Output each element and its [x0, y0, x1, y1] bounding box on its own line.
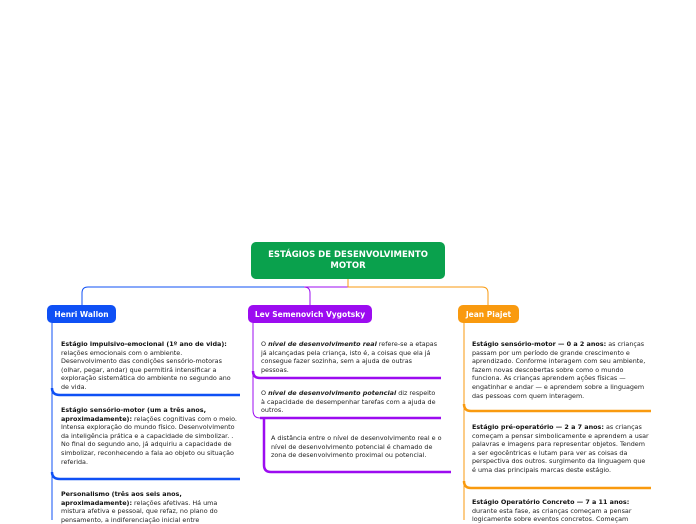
leaf-text: durante esta fase, as crianças começam a pensar logicamente sobre eventos concretos. Começam: [472, 506, 632, 524]
leaf-text: diz respeito à capacidade de desempenhar tarefas com a ajuda de outros.: [261, 389, 436, 415]
leaf-heading: Estágio sensório-motor (um a três anos, aproximadamente):: [61, 406, 206, 423]
leaf-text: relações afetivas. Há uma mistura afetiva e pessoal, que refaz, no plano do pensamento, a indiferenciação inicial entre: [61, 498, 218, 524]
leaf-heading: Personalismo (três aos seis anos, aproximadamente):: [61, 490, 182, 507]
branch-jean-piaget[interactable]: [458, 305, 519, 323]
wallon-leaf-3[interactable]: [61, 490, 237, 524]
piaget-underline-2: [464, 481, 651, 488]
wallon-leaf-1[interactable]: [61, 340, 237, 392]
leaf-heading: Estágio sensório-motor — 0 a 2 anos:: [472, 340, 607, 348]
root-topic[interactable]: [251, 242, 445, 279]
leaf-emphasis: nível de desenvolvimento potencial: [268, 389, 397, 397]
wallon-underline-2: [52, 472, 240, 479]
wallon-leaf-2[interactable]: [61, 406, 237, 466]
link-root-wallon: [82, 279, 348, 305]
leaf-heading: Estágio Operatório Concreto — 7 a 11 anos:: [472, 498, 630, 506]
piaget-leaf-2[interactable]: [472, 423, 649, 475]
leaf-text: as crianças começam a pensar simbolicamente e aprendem a usar palavras e imagens para representar objetos. Tendem a ser egocêntricas e lutam para ver as coisas da perspectiva dos outros. surgimento da linguagem que é uma das principais marcas deste estágio.: [472, 423, 649, 474]
leaf-text: refere-se a etapas já alcançadas pela criança, isto é, a coisas que ela já consegue fazer sozinha, sem a ajuda de outras pessoas.: [261, 340, 438, 374]
vygotsky-spine: [253, 323, 260, 418]
leaf-text: as crianças passam por um período de grande crescimento e aprendizado. Conforme interagem com seu ambiente, fazem novas descobertas sobre como o mundo funciona. As crianças aprendem ações físicas — engatinhar e andar — e aprendem sobre a linguagem das pessoas com quem interagem.: [472, 340, 646, 400]
link-root-piaget: [348, 279, 488, 305]
root-topic-label: ESTÁGIOS DE DESENVOLVIMENTO MOTOR: [268, 249, 428, 271]
branch-lev-vygotsky[interactable]: [248, 305, 372, 323]
branch-henri-wallon[interactable]: [47, 305, 116, 323]
leaf-text: A distância entre o nível de desenvolvimento real e o nível de desenvolvimento potencial é chamado de zona de desenvolvimento proximal ou potencial.: [271, 434, 442, 460]
link-root-vygotsky: [304, 279, 348, 305]
leaf-heading: Estágio pré-operatório — 2 a 7 anos:: [472, 423, 604, 431]
leaf-text: relações emocionais com o ambiente. Desenvolvimento das condições sensório-motoras (olhar, pegar, andar) que permitirá intensificar a exploração sistemática do ambiente no segundo ano de vida.: [61, 348, 231, 391]
branch-label: Henri Wallon: [54, 309, 109, 319]
vygotsky-leaf-3[interactable]: [271, 434, 449, 460]
vygotsky-leaf-2[interactable]: [261, 389, 439, 415]
leaf-prefix: O: [261, 389, 269, 397]
leaf-heading: Estágio impulsivo-emocional (1º ano de vida):: [61, 340, 227, 348]
piaget-leaf-1[interactable]: [472, 340, 649, 400]
leaf-emphasis: nível de desenvolvimento real: [268, 340, 377, 348]
branch-label: Jean Piajet: [465, 309, 512, 319]
piaget-underline-1: [464, 404, 651, 411]
vygotsky-leaf-1[interactable]: [261, 340, 439, 374]
leaf-prefix: O: [261, 340, 269, 348]
branch-label: Lev Semenovich Vygotsky: [254, 309, 366, 319]
leaf-text: relações cognitivas com o meio. Intensa exploração do mundo físico. Desenvolvimento da inteligência prática e a capacidade de simbolizar. . No final do segundo ano, já adquiriu a capacidade de simbolizar, reconhecendo a fala ao objeto ou situação referida.: [61, 414, 237, 466]
